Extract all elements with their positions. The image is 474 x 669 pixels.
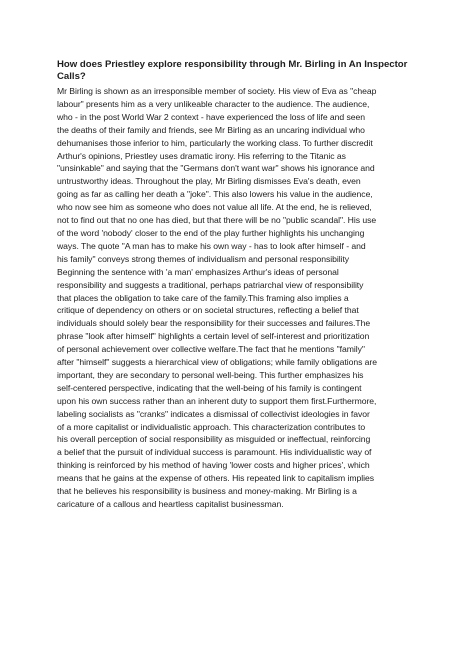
body-line: critique of dependency on others or on societal structures, reflecting a belief that — [57, 305, 359, 316]
body-line: labour" presents him as a very unlikeable character to the audience. The audience, — [57, 98, 370, 109]
body-line: important, they are secondary to personal well-being. This further emphasizes his — [57, 369, 364, 380]
body-line: Beginning the sentence with 'a man' emphasizes Arthur's ideas of personal — [57, 266, 339, 277]
body-line: that he believes his responsibility is business and money-making. Mr Birling is a — [57, 486, 357, 497]
title-line: How does Priestley explore responsibility through Mr. Birling in An Inspector — [57, 59, 408, 70]
body-line: Arthur's opinions, Priestley uses dramatic irony. His referring to the Titanic as — [57, 150, 346, 161]
body-line: of the word 'nobody' closer to the end of the play further highlights his unchanging — [57, 227, 365, 238]
body-line: responsibility and suggests a traditional, perhaps patriarchal view of responsibility — [57, 279, 364, 290]
essay-body — [57, 85, 419, 511]
body-line: who now see him as someone who does not value all life. At the end, he is relieved, — [57, 202, 372, 213]
body-line: of personal achievement over collective welfare.The fact that he mentions "family" — [57, 344, 365, 355]
body-line: Mr Birling is shown as an irresponsible member of society. His view of Eva as "cheap — [57, 86, 377, 96]
body-line: individuals should solely bear the responsibility for their successes and failures.The — [57, 318, 371, 329]
body-line: phrase "look after himself" highlights a certain level of self-interest and prioritization — [57, 331, 370, 342]
body-line: means that he gains at the expense of others. His repeated link to capitalism implies — [57, 473, 374, 484]
title-line: Calls? — [57, 70, 86, 82]
body-line: of a more capitalist or individualistic approach. This characterization contributes to — [57, 421, 366, 432]
body-line: upon his own success rather than an inherent duty to support them first.Furthermore, — [57, 395, 377, 406]
body-line: going as far as calling her death a "joke". This also lowers his value in the audience, — [57, 189, 373, 200]
body-line: untrustworthy ideas. Throughout the play, Mr Birling dismisses Eva's death, even — [57, 176, 361, 187]
body-line: dehumanises those inferior to him, particularly the working class. To further discredit — [57, 137, 373, 148]
body-line: "unsinkable" and saying that the "Germans don't want war" shows his ignorance and — [57, 163, 375, 174]
body-line: that places the obligation to take care of the family.This framing also implies a — [57, 292, 349, 303]
body-line: self-centered perspective, indicating that the well-being of his family is contingent — [57, 382, 362, 393]
body-line: after "himself" suggests a hierarchical view of obligations; while family obligations are — [57, 357, 377, 368]
essay-title — [57, 59, 419, 82]
body-line: labeling socialists as "cranks" indicates a dismissal of collectivist ideologies in favor — [57, 408, 370, 419]
body-line: his family" conveys strong themes of individualism and personal responsibility — [57, 253, 350, 264]
body-line: a belief that the pursuit of individual success is paramount. His individualistic way of — [57, 447, 372, 458]
body-line: his overall perception of social responsibility as misguided or ineffectual, reinforcing — [57, 434, 371, 445]
body-line: not to find out that no one has died, but that there will be no "public scandal". His use — [57, 215, 377, 226]
body-line: the deaths of their family and friends, see Mr Birling as an uncaring individual who — [57, 124, 365, 135]
body-line: caricature of a callous and heartless capitalist businessman. — [57, 499, 284, 509]
body-line: thinking is reinforced by his method of having 'lower costs and higher prices', which — [57, 460, 370, 471]
body-line: ways. The quote "A man has to make his own way - has to look after himself - and — [57, 240, 366, 251]
body-line: who - in the post World War 2 context - have experienced the loss of life and seen — [57, 111, 366, 122]
